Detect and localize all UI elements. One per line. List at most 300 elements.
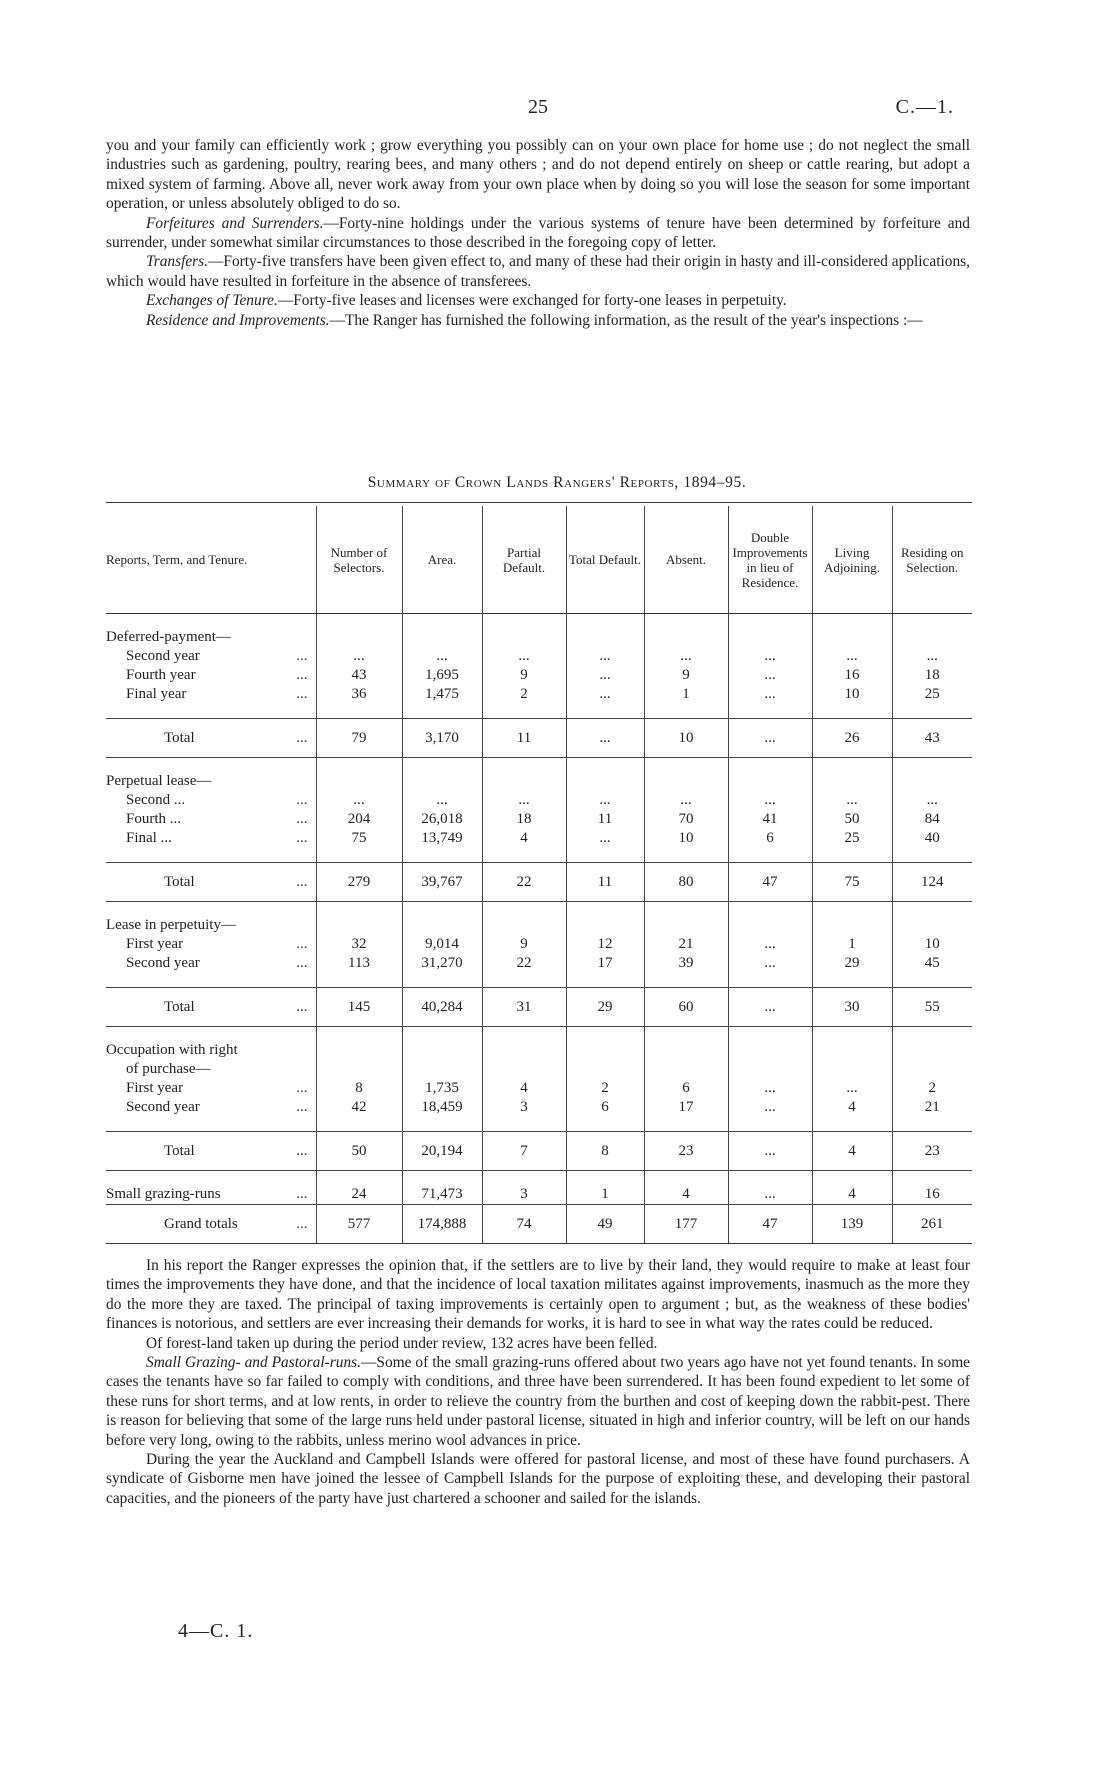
table-cell	[482, 1027, 566, 1042]
table-cell: 174,888	[402, 1205, 482, 1244]
table-cell	[316, 1117, 402, 1132]
table-cell	[482, 916, 566, 935]
table-cell	[482, 1041, 566, 1060]
group-title-row	[106, 916, 972, 935]
table-cell	[892, 1117, 972, 1132]
column-header: Residing on Selection.	[892, 506, 972, 614]
row-label: Lease in perpetuity—	[106, 917, 236, 933]
paragraph-exchanges	[106, 291, 970, 310]
column-header: Total Default.	[566, 506, 644, 614]
table-cell: 31	[482, 988, 566, 1027]
table-cell	[728, 1027, 812, 1042]
table-cell: ...	[482, 791, 566, 810]
table-cell	[728, 902, 812, 917]
table-top-rule	[106, 502, 972, 503]
row-label-cell	[106, 1060, 316, 1079]
table-cell: 4	[644, 1185, 728, 1205]
table-cell: 177	[644, 1205, 728, 1244]
table-cell	[316, 1027, 402, 1042]
paragraph-lead: Small Grazing- and Pastoral-runs.	[146, 1354, 361, 1372]
table-header-row	[106, 506, 972, 614]
table-cell	[402, 848, 482, 863]
table-cell: 145	[316, 988, 402, 1027]
table-cell: 40	[892, 829, 972, 848]
table-cell	[402, 916, 482, 935]
spacer-row	[106, 614, 972, 629]
row-label-cell	[106, 1098, 316, 1117]
table-cell: ...	[566, 719, 644, 758]
table-row	[106, 685, 972, 704]
table-cell	[566, 973, 644, 988]
table-cell: 10	[812, 685, 892, 704]
table-cell	[482, 772, 566, 791]
column-header: Absent.	[644, 506, 728, 614]
table-cell: ...	[566, 647, 644, 666]
table-cell	[566, 902, 644, 917]
table-cell: 279	[316, 863, 402, 902]
row-label-cell	[106, 614, 316, 629]
table-cell	[482, 1060, 566, 1079]
table-cell: 47	[728, 863, 812, 902]
table-cell: 1,695	[402, 666, 482, 685]
row-label-cell	[106, 1132, 316, 1171]
table-cell	[644, 902, 728, 917]
table-cell	[644, 848, 728, 863]
table-cell	[812, 1060, 892, 1079]
table-cell: 18,459	[402, 1098, 482, 1117]
table-cell	[566, 1027, 644, 1042]
table-cell: 261	[892, 1205, 972, 1244]
table-cell	[644, 628, 728, 647]
table-cell	[566, 628, 644, 647]
table-cell	[566, 1041, 644, 1060]
table-cell: 18	[482, 810, 566, 829]
table-cell: 49	[566, 1205, 644, 1244]
table-cell: 29	[812, 954, 892, 973]
table-cell	[644, 1117, 728, 1132]
table-cell: 17	[566, 954, 644, 973]
grand-totals-row	[106, 1205, 972, 1244]
spacer-row	[106, 1171, 972, 1186]
table-cell	[892, 628, 972, 647]
table-cell	[728, 758, 812, 773]
table-cell: 22	[482, 954, 566, 973]
table-row	[106, 954, 972, 973]
column-header: Partial Default.	[482, 506, 566, 614]
paragraph-transfers	[106, 252, 970, 291]
row-label-cell	[106, 1027, 316, 1042]
leader-dots: ...	[296, 955, 308, 971]
table-cell	[316, 704, 402, 719]
row-label-cell	[106, 1117, 316, 1132]
row-label: Total	[164, 730, 195, 746]
table-cell: ...	[728, 647, 812, 666]
table-cell	[402, 772, 482, 791]
paragraph-residence	[106, 311, 970, 330]
table-cell: 1,735	[402, 1079, 482, 1098]
table-cell	[402, 758, 482, 773]
table-cell: 20,194	[402, 1132, 482, 1171]
table-cell: 26	[812, 719, 892, 758]
row-label: First year	[126, 936, 184, 952]
table-cell: ...	[728, 719, 812, 758]
spacer-row	[106, 1027, 972, 1042]
table-cell: 4	[482, 829, 566, 848]
group-title-row	[106, 1060, 972, 1079]
table-cell	[316, 848, 402, 863]
table-cell: 577	[316, 1205, 402, 1244]
table-cell	[728, 916, 812, 935]
table-cell	[728, 973, 812, 988]
table-cell	[566, 772, 644, 791]
table-cell: 13,749	[402, 829, 482, 848]
table-cell	[566, 758, 644, 773]
table-cell	[402, 1027, 482, 1042]
table-cell: 2	[482, 685, 566, 704]
table-cell	[892, 916, 972, 935]
spacer-row	[106, 704, 972, 719]
table-cell	[892, 1027, 972, 1042]
paragraph-lead: Transfers.	[146, 253, 209, 271]
table-cell: 4	[812, 1132, 892, 1171]
page-number: 25	[528, 96, 548, 118]
table-cell: 6	[728, 829, 812, 848]
table-cell: ...	[728, 666, 812, 685]
table-cell: ...	[728, 685, 812, 704]
table-cell	[566, 848, 644, 863]
table-cell	[644, 1060, 728, 1079]
table-row	[106, 647, 972, 666]
row-label-cell	[106, 758, 316, 773]
table-cell: 42	[316, 1098, 402, 1117]
table-cell: 9	[482, 935, 566, 954]
leader-dots: ...	[296, 730, 308, 746]
table-cell: 70	[644, 810, 728, 829]
table-cell: 43	[892, 719, 972, 758]
table-cell	[402, 704, 482, 719]
leader-dots: ...	[296, 1186, 308, 1202]
table-cell: 21	[644, 935, 728, 954]
table-cell: ...	[482, 647, 566, 666]
column-header: Double Improvements in lieu of Residence.	[728, 506, 812, 614]
table-cell	[812, 614, 892, 629]
table-cell	[644, 758, 728, 773]
row-label: of purchase—	[126, 1061, 211, 1077]
table-cell: 24	[316, 1185, 402, 1205]
spacer-row	[106, 973, 972, 988]
table-cell: 84	[892, 810, 972, 829]
table-cell: 10	[644, 719, 728, 758]
row-label-cell	[106, 685, 316, 704]
table-cell: ...	[728, 1185, 812, 1205]
row-label: Fourth year	[126, 667, 196, 683]
table-cell: ...	[316, 647, 402, 666]
table-cell	[892, 758, 972, 773]
table-row	[106, 829, 972, 848]
table-cell: 43	[316, 666, 402, 685]
table-cell	[644, 704, 728, 719]
table-cell: 3	[482, 1185, 566, 1205]
group-title-row	[106, 628, 972, 647]
table-cell	[892, 1060, 972, 1079]
table-cell	[402, 1060, 482, 1079]
spacer-row	[106, 758, 972, 773]
table-cell: 10	[892, 935, 972, 954]
table-cell	[812, 1041, 892, 1060]
paragraph-body: —Forty-five leases and licenses were exchanged for forty-one leases in perpetuity.	[277, 292, 787, 310]
row-label: Final ...	[126, 830, 172, 846]
total-row	[106, 719, 972, 758]
table-cell	[892, 973, 972, 988]
table-cell	[644, 772, 728, 791]
table-cell	[728, 1171, 812, 1186]
table-cell: 8	[566, 1132, 644, 1171]
row-label-cell	[106, 628, 316, 647]
row-label: Occupation with right	[106, 1042, 238, 1058]
row-label: Second year	[126, 1099, 200, 1115]
table-cell: ...	[566, 685, 644, 704]
table-cell	[402, 1171, 482, 1186]
table-cell: 1	[812, 935, 892, 954]
table-cell: 124	[892, 863, 972, 902]
table-cell: 9,014	[402, 935, 482, 954]
paragraph-body: —Some of the small grazing-runs offered about two years ago have not yet found tenants. In some cases the tenants have so far failed to comply with conditions, and three have been surrendered. It has been found expedient to let some of these runs for short terms, and at low rents, in order to relieve the country from the burthen and cost of keeping down the rabbit-pest. There is reason for believing that some of the large runs held under pastoral license, situated in high and inferior country, will be left on our hands before very long, owing to the rabbits, unless merino wool advances in price.	[106, 1354, 970, 1449]
table-cell: ...	[728, 935, 812, 954]
table-cell	[892, 614, 972, 629]
row-label: Deferred-payment—	[106, 629, 231, 645]
leader-dots: ...	[296, 1143, 308, 1159]
paragraph-body: —Forty-nine holdings under the various systems of tenure have been determined by forfeiture and surrender, under somewhat similar circumstances to those described in the foregoing copy of letter.	[106, 214, 970, 252]
table-cell: 17	[644, 1098, 728, 1117]
row-label-cell	[106, 916, 316, 935]
row-label-cell	[106, 1041, 316, 1060]
table-cell	[728, 1117, 812, 1132]
table-cell: 50	[316, 1132, 402, 1171]
row-label: Second ...	[126, 792, 186, 808]
table-cell: 75	[316, 829, 402, 848]
table-cell: 204	[316, 810, 402, 829]
table-cell: ...	[402, 647, 482, 666]
table-cell	[892, 848, 972, 863]
table-cell: 45	[892, 954, 972, 973]
paragraph-lead: Forfeitures and Surrenders.	[146, 214, 324, 232]
table-cell	[644, 1171, 728, 1186]
row-label-cell	[106, 973, 316, 988]
leader-dots: ...	[296, 667, 308, 683]
table-cell: ...	[316, 791, 402, 810]
table-cell: ...	[892, 791, 972, 810]
spacer-row	[106, 848, 972, 863]
table-cell	[402, 973, 482, 988]
table-cell: ...	[402, 791, 482, 810]
table-cell: 16	[812, 666, 892, 685]
total-row	[106, 988, 972, 1027]
table-cell	[812, 1171, 892, 1186]
table-cell	[644, 973, 728, 988]
table-cell: 23	[892, 1132, 972, 1171]
table-cell	[402, 1041, 482, 1060]
table-cell	[728, 628, 812, 647]
table-cell: 60	[644, 988, 728, 1027]
table-cell	[728, 704, 812, 719]
table-cell: 26,018	[402, 810, 482, 829]
table-cell: 25	[892, 685, 972, 704]
row-label-cell	[106, 863, 316, 902]
paragraph-small-grazing	[106, 1353, 970, 1450]
leader-dots: ...	[296, 999, 308, 1015]
group-title-row	[106, 1041, 972, 1060]
table-cell: 40,284	[402, 988, 482, 1027]
table-cell	[812, 704, 892, 719]
table-cell	[482, 848, 566, 863]
table-cell: ...	[728, 988, 812, 1027]
table-cell	[644, 1027, 728, 1042]
column-header: Area.	[402, 506, 482, 614]
table-cell	[644, 916, 728, 935]
paragraph: During the year the Auckland and Campbell Islands were offered for pastoral license, and most of these have found purchasers. A syndicate of Gisborne men have joined the lessee of Campbell Islands for the purpose of exploiting these, and developing their pastoral capacities, and the pioneers of the party have just chartered a schooner and sailed for the islands.	[106, 1451, 970, 1507]
paragraph-lead: Exchanges of Tenure.	[146, 292, 278, 310]
leader-dots: ...	[296, 648, 308, 664]
table-cell	[728, 848, 812, 863]
spacer-row	[106, 1117, 972, 1132]
table-cell: 2	[566, 1079, 644, 1098]
table-cell	[566, 1117, 644, 1132]
table-cell	[812, 1117, 892, 1132]
table-cell: 16	[892, 1185, 972, 1205]
row-label: Total	[164, 999, 195, 1015]
row-label-cell	[106, 647, 316, 666]
row-label-cell	[106, 954, 316, 973]
table-cell	[812, 1027, 892, 1042]
table-cell	[812, 848, 892, 863]
row-label: Total	[164, 1143, 195, 1159]
table-cell: 29	[566, 988, 644, 1027]
row-label-cell	[106, 988, 316, 1027]
table-cell: ...	[566, 829, 644, 848]
table-cell: 1	[566, 1185, 644, 1205]
signature-mark: 4—C. 1.	[178, 1620, 254, 1642]
leader-dots: ...	[296, 874, 308, 890]
small-grazing-row	[106, 1185, 972, 1205]
row-label-cell	[106, 810, 316, 829]
table-cell	[892, 1171, 972, 1186]
row-label-cell	[106, 1171, 316, 1186]
row-label-cell	[106, 1079, 316, 1098]
table-cell: ...	[644, 791, 728, 810]
table-cell: 79	[316, 719, 402, 758]
column-header: Living Adjoining.	[812, 506, 892, 614]
row-label: Second year	[126, 955, 200, 971]
leader-dots: ...	[296, 792, 308, 808]
row-label-cell	[106, 1185, 316, 1205]
table-cell: 9	[482, 666, 566, 685]
table-cell	[892, 772, 972, 791]
row-label: Fourth ...	[126, 811, 182, 827]
table-row	[106, 791, 972, 810]
table-row	[106, 810, 972, 829]
row-label-cell	[106, 719, 316, 758]
row-label: Grand totals	[164, 1216, 238, 1232]
table-cell	[482, 758, 566, 773]
paragraph: Of forest-land taken up during the period under review, 132 acres have been felled.	[146, 1334, 658, 1352]
row-label: First year	[126, 1080, 184, 1096]
table-cell	[482, 1117, 566, 1132]
table-cell	[892, 902, 972, 917]
table-cell: 11	[566, 863, 644, 902]
table-cell	[402, 628, 482, 647]
table-bottom-rule	[106, 1243, 972, 1244]
table-cell: ...	[892, 647, 972, 666]
row-label-cell	[106, 704, 316, 719]
table-cell: 113	[316, 954, 402, 973]
group-title-row	[106, 772, 972, 791]
table-cell: 11	[566, 810, 644, 829]
paragraph-body: —Forty-five transfers have been given effect to, and many of these had their origin in hasty and ill-considered applications, which would have resulted in forfeiture in the absence of transferees.	[106, 253, 970, 290]
table-cell: ...	[566, 791, 644, 810]
table-cell: 36	[316, 685, 402, 704]
table-cell: 12	[566, 935, 644, 954]
leader-dots: ...	[296, 1080, 308, 1096]
row-label-cell	[106, 829, 316, 848]
table-cell	[566, 1171, 644, 1186]
row-label: Perpetual lease—	[106, 773, 212, 789]
table-cell: 6	[566, 1098, 644, 1117]
table-cell	[566, 614, 644, 629]
table-cell	[812, 902, 892, 917]
table-cell	[316, 772, 402, 791]
leader-dots: ...	[296, 1216, 308, 1232]
table-cell: 41	[728, 810, 812, 829]
table-cell: ...	[812, 791, 892, 810]
table-cell: ...	[812, 1079, 892, 1098]
table-cell: ...	[728, 791, 812, 810]
table-cell	[316, 1171, 402, 1186]
table-cell	[482, 628, 566, 647]
table-cell	[316, 1060, 402, 1079]
table-cell: 30	[812, 988, 892, 1027]
table-cell: 39	[644, 954, 728, 973]
table-cell: 6	[644, 1079, 728, 1098]
row-label-cell	[106, 1205, 316, 1244]
table-cell: 25	[812, 829, 892, 848]
row-label: Small grazing-runs	[106, 1186, 221, 1202]
row-label: Final year	[126, 686, 187, 702]
spacer-row	[106, 902, 972, 917]
table-cell	[566, 704, 644, 719]
table-cell: 32	[316, 935, 402, 954]
table-row	[106, 935, 972, 954]
table-cell: 31,270	[402, 954, 482, 973]
bottom-text	[106, 1256, 970, 1508]
table-cell	[316, 614, 402, 629]
summary-table	[106, 506, 972, 1244]
row-label-cell	[106, 902, 316, 917]
table-cell	[566, 1060, 644, 1079]
row-label-cell	[106, 791, 316, 810]
table-cell: 50	[812, 810, 892, 829]
table-cell: 3	[482, 1098, 566, 1117]
table-cell	[316, 916, 402, 935]
table-cell	[812, 973, 892, 988]
table-cell: ...	[728, 954, 812, 973]
table-cell: ...	[728, 1079, 812, 1098]
leader-dots: ...	[296, 936, 308, 952]
paragraph-lead: Residence and Improvements.	[146, 311, 330, 329]
table-cell	[482, 973, 566, 988]
leader-dots: ...	[296, 830, 308, 846]
row-label: Total	[164, 874, 195, 890]
table-cell: 47	[728, 1205, 812, 1244]
